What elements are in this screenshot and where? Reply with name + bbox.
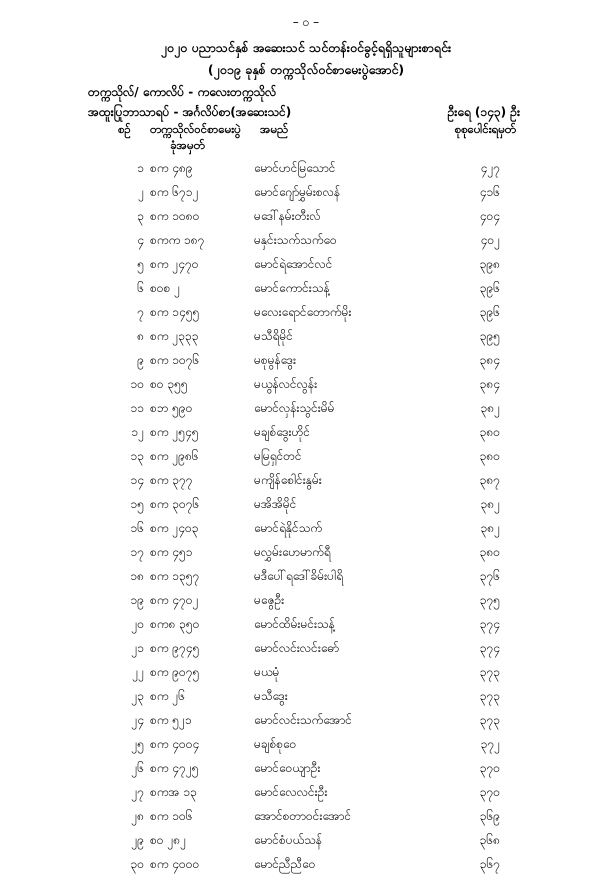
table-row — [0, 640, 612, 664]
header-no: စဉ် — [118, 122, 131, 136]
roll-number: စက ၁၀၈၀ — [150, 209, 200, 223]
row-number: ၂၃ — [131, 689, 144, 703]
total-marks: ၃၈၀ — [479, 425, 500, 439]
roll-number: စ၀ ၃၅၅ — [150, 377, 188, 391]
roll-number: စက ၁၃၅၇ — [150, 569, 200, 583]
row-number: ၂၅ — [131, 737, 144, 751]
student-name: မောင်ရဲအောင်လင် — [254, 257, 333, 271]
total-count: ဦးရေ (၁၄၃) ဦး — [447, 105, 520, 119]
row-number: ၂၈ — [131, 809, 144, 823]
table-row — [0, 808, 612, 832]
university-line: တက္ကသိုလ်/ ကောလိပ် - ကလေးတက္ကသိုလ် — [88, 85, 277, 99]
table-row — [0, 544, 612, 568]
row-number: ၁၅ — [130, 497, 144, 511]
total-marks: ၃၇၀ — [479, 761, 500, 775]
total-marks: ၃၈၀ — [479, 449, 500, 463]
header-marks: စုစုပေါင်းရမှတ် — [454, 122, 516, 136]
row-number: ၁၆ — [130, 521, 144, 535]
table-row — [0, 400, 612, 424]
roll-number: စ၀စ ၂ — [150, 281, 180, 295]
results-table — [0, 160, 612, 880]
table-row — [0, 424, 612, 448]
roll-number: စက ၃၀၇၆ — [150, 497, 200, 511]
total-marks: ၃၇၃ — [479, 665, 500, 679]
student-name: မယွန်လင်လွန်း — [254, 377, 318, 391]
header-roll-sub: ခုံအမှတ် — [170, 138, 205, 152]
table-row — [0, 832, 612, 856]
table-row — [0, 328, 612, 352]
student-name: မကျိန်စေါင်းနွမ်း — [254, 473, 322, 487]
table-row — [0, 496, 612, 520]
row-number: ၂၂ — [132, 665, 144, 679]
row-number: ၂၉ — [131, 833, 144, 847]
roll-number: စက ၂၄၀၃ — [150, 521, 199, 535]
total-marks: ၃၈၂ — [480, 521, 500, 535]
student-name: မောင်ရဲနိုင်သက် — [254, 521, 323, 535]
row-number: ၈ — [137, 329, 144, 343]
table-row — [0, 856, 612, 880]
total-marks: ၄၂၇ — [480, 161, 500, 175]
total-marks: ၃၇၀ — [479, 785, 500, 799]
total-marks: ၃၆၈ — [479, 833, 500, 847]
row-number: ၁၀ — [130, 377, 144, 391]
roll-number: စက ၁၀၆ — [150, 809, 193, 823]
student-name: မဒီပေါ်ရဒေါ်ခိမ်းပါရိ — [254, 569, 343, 583]
table-row — [0, 448, 612, 472]
row-number: ၆ — [137, 281, 144, 295]
roll-number: စက ၃၇၇ — [150, 473, 193, 487]
table-row — [0, 160, 612, 184]
table-row — [0, 184, 612, 208]
student-name: မောင်စံပယ်သန် — [254, 833, 323, 847]
student-name: မဒေါ်နမ်းတီးလ် — [254, 209, 321, 223]
roll-number: စဘ ၅၉၀ — [150, 401, 193, 415]
table-row — [0, 256, 612, 280]
student-name: မသီရိမိုင် — [254, 329, 293, 343]
roll-number: စက ၁၄၅၅ — [150, 305, 200, 319]
table-row — [0, 688, 612, 712]
student-name: မောင်ဝေယျာဦး — [254, 761, 321, 775]
student-name: မောင်ထိမ်းမင်းသန့် — [254, 617, 335, 631]
table-row — [0, 568, 612, 592]
student-name: မနှင်းသက်သက်ဝေ — [254, 233, 337, 247]
roll-number: စက ၆၇၁၂ — [150, 185, 199, 199]
student-name: မမြရှင်တင် — [254, 449, 302, 463]
major-line: အထူးပြုဘာသာရပ် - အင်္ဂလိပ်စာ(အဆေးသင်) — [88, 105, 292, 119]
total-marks: ၃၇၄ — [479, 617, 500, 631]
row-number: ၁၈ — [130, 569, 144, 583]
table-row — [0, 280, 612, 304]
roll-number: စက ၄၇၀၂ — [150, 593, 199, 607]
roll-number: စကက ၁၈၇ — [150, 233, 205, 247]
table-row — [0, 616, 612, 640]
roll-number: စက ၉၀၇၅ — [150, 665, 200, 679]
row-number: ၁၇ — [130, 545, 144, 559]
table-row — [0, 664, 612, 688]
student-name: မချစ်စုဝေ — [254, 737, 297, 751]
roll-number: စက ၂၅၄၅ — [150, 425, 199, 439]
row-number: ၁၁ — [130, 401, 144, 415]
total-marks: ၃၉၆ — [479, 305, 500, 319]
table-row — [0, 520, 612, 544]
table-row — [0, 352, 612, 376]
total-marks: ၃၉၈ — [479, 257, 500, 271]
total-marks: ၃၈၄ — [479, 377, 500, 391]
roll-number: စက ၄၀၀၄ — [150, 737, 200, 751]
total-marks: ၃၇၆ — [479, 569, 500, 583]
student-name: မောင်ဂျော်မွှမ်းစလန် — [254, 185, 341, 199]
total-marks: ၃၉၅ — [479, 329, 500, 343]
student-name: အောင်စတာဝင်းအောင် — [254, 809, 352, 823]
student-name: မောင်လင်းသက်အောင် — [254, 713, 352, 727]
table-row — [0, 592, 612, 616]
total-marks: ၃၈၀ — [479, 545, 500, 559]
table-row — [0, 760, 612, 784]
total-marks: ၃၇၂ — [480, 737, 500, 751]
roll-number: စကအ ၁၃ — [150, 785, 197, 799]
table-row — [0, 232, 612, 256]
total-marks: ၃၇၃ — [479, 689, 500, 703]
total-marks: ၃၆၉ — [479, 809, 500, 823]
total-marks: ၃၇၃ — [479, 713, 500, 727]
table-row — [0, 304, 612, 328]
row-number: ၂၇ — [131, 785, 144, 799]
document-title: ၂၀၂၀ ပညာသင်နှစ် အဆေးသင် သင်တန်းဝင်ခွင့်ရရှိသူများစာရင်း — [160, 40, 452, 55]
roll-number: စက ၂၆ — [150, 689, 185, 703]
student-name: မောင်လှန်းသွင်းမိမ် — [254, 401, 335, 415]
row-number: ၃ — [137, 209, 144, 223]
table-row — [0, 208, 612, 232]
roll-number: စက ၂၄၇၀ — [150, 257, 199, 271]
student-name: မချစ်ဒွေးဟိုင် — [254, 425, 311, 439]
student-name: မောင်လေလင်းဦး — [254, 785, 328, 799]
total-marks: ၃၈၇ — [479, 473, 500, 487]
student-name: မဇွေဦး — [254, 593, 285, 607]
student-name: မယမုံ — [254, 665, 280, 679]
roll-number: စက၈ ၃၅၀ — [150, 617, 200, 631]
row-number: ၁ — [137, 161, 144, 175]
row-number: ၂၁ — [131, 641, 144, 655]
row-number: ၂၀ — [131, 617, 144, 631]
row-number: ၅ — [137, 257, 144, 271]
header-roll: တက္ကသိုလ်ဝင်စာမေးပွဲ — [150, 122, 241, 136]
total-marks: ၃၆၇ — [479, 857, 500, 871]
total-marks: ၃၈၄ — [479, 353, 500, 367]
student-name: မောင်ဟင်မြသောင် — [254, 161, 336, 175]
header-name: အမည် — [260, 122, 289, 136]
row-number: ၁၂ — [131, 425, 144, 439]
row-number: ၁၉ — [130, 593, 144, 607]
student-name: မောင်ညီညီဝေ — [254, 857, 316, 871]
table-row — [0, 376, 612, 400]
student-name: မသီဒွေး — [254, 689, 288, 703]
roll-number: စက ၅၂၁ — [150, 713, 192, 727]
table-row — [0, 784, 612, 808]
student-name: မအိအိမိုင် — [254, 497, 297, 511]
student-name: မလေးရောင်တောက်မိုး — [254, 305, 352, 319]
roll-number: စက ၄၀၀၀ — [150, 857, 200, 871]
total-marks: ၃၇၅ — [479, 593, 500, 607]
row-number: ၉ — [137, 353, 144, 367]
roll-number: စက ၁၀၇၆ — [150, 353, 200, 367]
row-number: ၁၄ — [130, 473, 144, 487]
roll-number: စက ၄၅၁ — [150, 545, 193, 559]
student-name: မောင်လင်းလင်းဓော် — [254, 641, 340, 655]
roll-number: စက ၄၇၂၅ — [150, 761, 199, 775]
total-marks: ၃၉၆ — [479, 281, 500, 295]
row-number: ၂၄ — [131, 713, 144, 727]
student-name: မလွှမ်းဟေမာက်ရီ — [254, 545, 331, 559]
table-row — [0, 712, 612, 736]
page-number: – ၀ – — [292, 15, 320, 29]
table-row — [0, 472, 612, 496]
table-row — [0, 736, 612, 760]
document-subtitle: (၂၀၁၉ ခုနှစ် တက္ကသိုလ်ဝင်စာမေးပွဲအောင်) — [207, 62, 405, 77]
total-marks: ၄၀၂ — [480, 233, 500, 247]
roll-number: စက ၄၈၉ — [150, 161, 193, 175]
total-marks: ၄၀၄ — [479, 209, 500, 223]
row-number: ၃၀ — [130, 857, 144, 871]
total-marks: ၃၈၂ — [480, 497, 500, 511]
roll-number: စက ၉၇၄၅ — [150, 641, 200, 655]
total-marks: ၄၁၆ — [479, 185, 500, 199]
row-number: ၇ — [137, 305, 144, 319]
row-number: ၂ — [138, 185, 144, 199]
roll-number: စက ၂၃၃၃ — [150, 329, 199, 343]
total-marks: ၃၇၄ — [479, 641, 500, 655]
roll-number: စက ၂၉၈၆ — [150, 449, 199, 463]
roll-number: စ၀ ၂၈၂ — [150, 833, 186, 847]
row-number: ၄ — [137, 233, 144, 247]
student-name: မောင်ကောင်းသန့် — [254, 281, 330, 295]
row-number: ၁၃ — [130, 449, 144, 463]
student-name: မစုမွန်ဒွေး — [254, 353, 297, 367]
total-marks: ၃၈၂ — [480, 401, 500, 415]
row-number: ၂၆ — [131, 761, 144, 775]
